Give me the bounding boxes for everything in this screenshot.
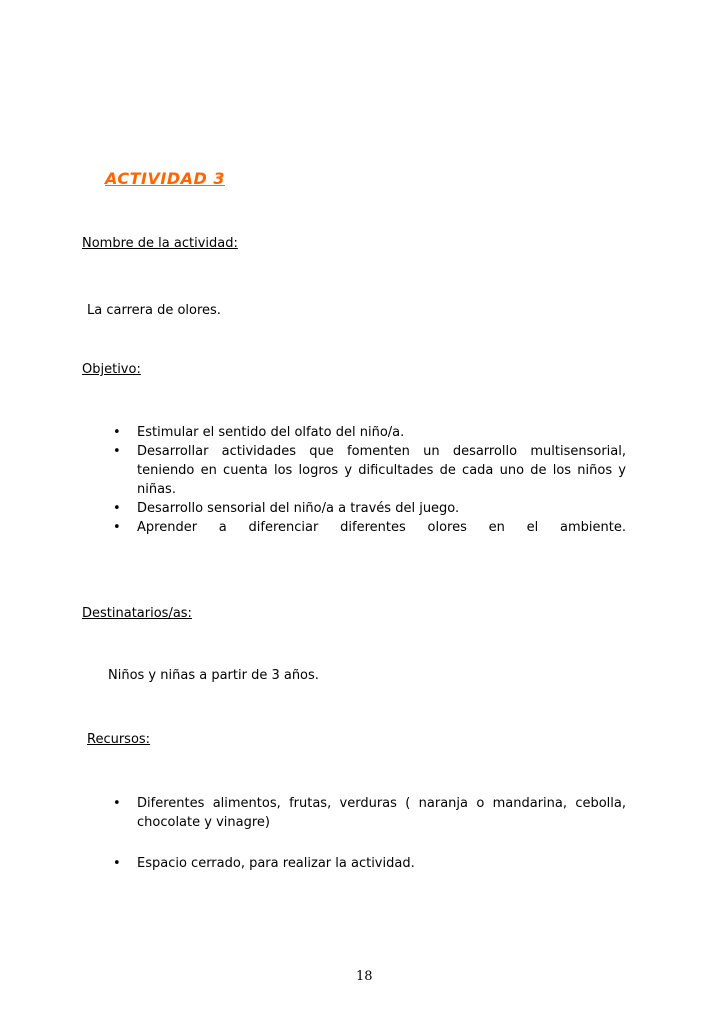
bullet-icon: • (113, 425, 121, 440)
bullet-icon: • (113, 444, 121, 459)
heading-objetivo: Objetivo: (82, 362, 141, 377)
bullet-icon: • (113, 856, 121, 871)
page-title: ACTIVIDAD 3 (105, 169, 225, 188)
page-number: 18 (356, 969, 373, 984)
heading-nombre: Nombre de la actividad: (82, 236, 238, 251)
heading-destinatarios: Destinatarios/as: (82, 606, 192, 621)
bullet-icon: • (113, 796, 121, 811)
list-item: • Estimular el sentido del olfato del niño/a. (113, 425, 405, 440)
audience-text: Niños y niñas a partir de 3 años. (108, 668, 319, 683)
bullet-icon: • (113, 501, 121, 516)
bullet-icon: • (113, 520, 121, 535)
objective-list (108, 423, 626, 537)
list-item: • Diferentes alimentos, frutas, verduras ( naranja o mandarina, cebolla, chocolate y vinagre) (113, 796, 626, 830)
list-item: • Espacio cerrado, para realizar la actividad. (113, 856, 415, 871)
heading-recursos: Recursos: (87, 732, 151, 747)
activity-name: La carrera de olores. (87, 303, 221, 318)
resource-list (108, 794, 626, 895)
list-item: • Desarrollar actividades que fomenten un desarrollo multisensorial, teniendo en cuenta los logros y dificultades de cada uno de los niños y niñas. (113, 444, 626, 497)
list-item: • Aprender a diferenciar diferentes olores en el ambiente. (113, 520, 626, 535)
list-item: • Desarrollo sensorial del niño/a a través del juego. (113, 501, 460, 516)
